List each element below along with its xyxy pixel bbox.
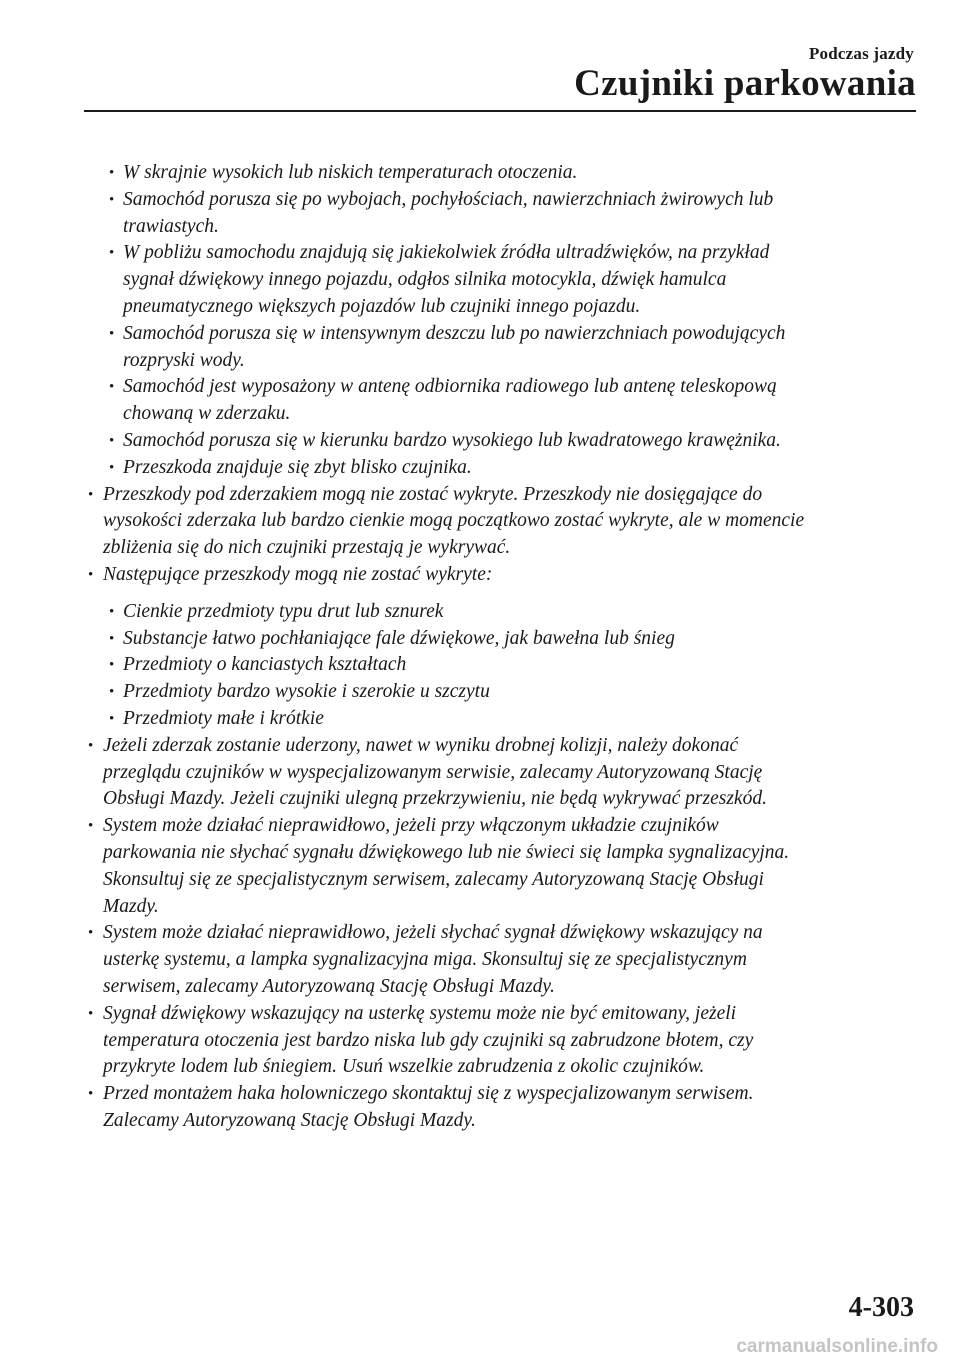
bullet-line: Cienkie przedmioty typu drut lub sznurek [123,600,444,622]
bullet-mark: • [88,737,94,754]
bullet-line: Przedmioty bardzo wysokie i szerokie u szczytu [123,681,490,703]
bullet-item-level-2 [0,428,960,455]
header-rule [84,110,916,112]
bullet-line: serwisem, zalecamy Autoryzowaną Stację Obsługi Mazdy. [103,975,555,997]
bullet-line: System może działać nieprawidłowo, jeżeli słychać sygnał dźwiękowy wskazujący na [103,922,763,944]
bullet-line: Przeszkoda znajduje się zbyt blisko czujnika. [123,456,472,478]
bullet-line: Przeszkody pod zderzakiem mogą nie zostać wykryte. Przeszkody nie dosięgające do [103,483,763,505]
page-header [0,0,960,120]
bullet-item-level-1 [0,1001,960,1081]
bullet-item-level-1 [0,1081,960,1135]
bullet-line: Przedmioty o kanciastych kształtach [123,654,407,676]
bullet-list [0,160,960,1135]
bullet-item-level-2 [0,374,960,428]
bullet-mark: • [109,459,115,476]
bullet-line: chowaną w zderzaku. [123,403,291,425]
bullet-line: przykryte lodem lub śniegiem. Usuń wszelkie zabrudzenia z okolic czujników. [103,1056,705,1078]
bullet-line: Samochód porusza się w kierunku bardzo wysokiego lub kwadratowego krawężnika. [123,429,781,451]
bullet-line: Samochód porusza się po wybojach, pochyłościach, nawierzchniach żwirowych lub [123,188,774,210]
bullet-mark: • [109,710,115,727]
bullet-line: Przedmioty małe i krótkie [123,707,324,729]
bullet-mark: • [88,1005,94,1022]
bullet-item-level-2 [0,240,960,320]
bullet-line: Mazdy. [103,895,159,917]
bullet-line: Substancje łatwo pochłaniające fale dźwiękowe, jak bawełna lub śnieg [123,627,675,649]
bullet-line: trawiastych. [123,215,219,237]
bullet-line: parkowania nie słychać sygnału dźwiękowego lub nie świeci się lampka sygnalizacyjna. [103,841,790,863]
bullet-item-level-2 [0,455,960,482]
bullet-item-level-2 [0,652,960,679]
chapter-title: Czujniki parkowania [574,63,916,104]
bullet-line: W pobliżu samochodu znajdują się jakiekolwiek źródła ultradźwięków, na przykład [123,242,770,264]
bullet-mark: • [109,379,115,396]
bullet-mark: • [88,486,94,503]
bullet-item-level-2 [0,679,960,706]
bullet-line: sygnał dźwiękowy innego pojazdu, odgłos silnika motocykla, dźwięk hamulca [123,269,727,291]
bullet-item-level-1 [0,562,960,589]
bullet-line: zbliżenia się do nich czujniki przestają je wykrywać. [103,537,511,559]
bullet-line: Obsługi Mazdy. Jeżeli czujniki ulegną przekrzywieniu, nie będą wykrywać przeszkód. [103,788,767,810]
bullet-line: System może działać nieprawidłowo, jeżeli przy włączonym układzie czujników [103,815,719,837]
bullet-mark: • [88,1086,94,1103]
bullet-line: Zalecamy Autoryzowaną Stację Obsługi Mazdy. [103,1109,476,1131]
section-label: Podczas jazdy [808,44,914,63]
bullet-line: Następujące przeszkody mogą nie zostać wykryte: [103,563,493,585]
bullet-item-level-1 [0,482,960,562]
bullet-item-level-1 [0,920,960,1000]
bullet-mark: • [109,325,115,342]
bullet-mark: • [109,191,115,208]
bullet-mark: • [88,818,94,835]
bullet-item-level-2 [0,626,960,653]
bullet-item-level-1 [0,813,960,920]
bullet-line: Przed montażem haka holowniczego skontaktuj się z wyspecjalizowanym serwisem. [103,1083,754,1105]
page-number: 4-303 [848,1292,914,1323]
bullet-line: przeglądu czujników w wyspecjalizowanym serwisie, zalecamy Autoryzowaną Stację [103,761,763,783]
bullet-mark: • [109,245,115,262]
bullet-line: wysokości zderzaka lub bardzo cienkie mogą początkowo zostać wykryte, ale w momencie [103,510,805,532]
watermark: carmanualsonline.info [736,1336,938,1357]
bullet-item-level-2 [0,160,960,187]
bullet-item-level-2 [0,599,960,626]
bullet-mark: • [109,657,115,674]
bullet-item-level-2 [0,187,960,241]
bullet-line: temperatura otoczenia jest bardzo niska lub gdy czujniki są zabrudzone błotem, czy [103,1029,754,1051]
bullet-line: W skrajnie wysokich lub niskich temperaturach otoczenia. [123,162,578,183]
bullet-line: Samochód porusza się w intensywnym deszczu lub po nawierzchniach powodujących [123,322,786,344]
bullet-line: usterkę systemu, a lampka sygnalizacyjna miga. Skonsultuj się ze specjalistycznym [103,949,747,971]
bullet-line: Sygnał dźwiękowy wskazujący na usterkę systemu może nie być emitowany, jeżeli [103,1002,737,1024]
bullet-line: Samochód jest wyposażony w antenę odbiornika radiowego lub antenę teleskopową [123,376,777,398]
bullet-mark: • [109,165,115,181]
bullet-line: Jeżeli zderzak zostanie uderzony, nawet w wyniku drobnej kolizji, należy dokonać [103,734,739,756]
bullet-mark: • [109,630,115,647]
bullet-mark: • [88,566,94,583]
bullet-item-level-2 [0,706,960,733]
bullet-item-level-1 [0,733,960,813]
bullet-line: pneumatycznego większych pojazdów lub czujniki innego pojazdu. [123,295,641,317]
bullet-item-level-2 [0,321,960,375]
bullet-mark: • [109,432,115,449]
bullet-line: rozpryski wody. [123,349,245,371]
bullet-mark: • [109,684,115,701]
bullet-line: Skonsultuj się ze specjalistycznym serwisem, zalecamy Autoryzowaną Stację Obsługi [103,868,764,890]
bullet-mark: • [88,925,94,942]
bullet-mark: • [109,603,115,620]
